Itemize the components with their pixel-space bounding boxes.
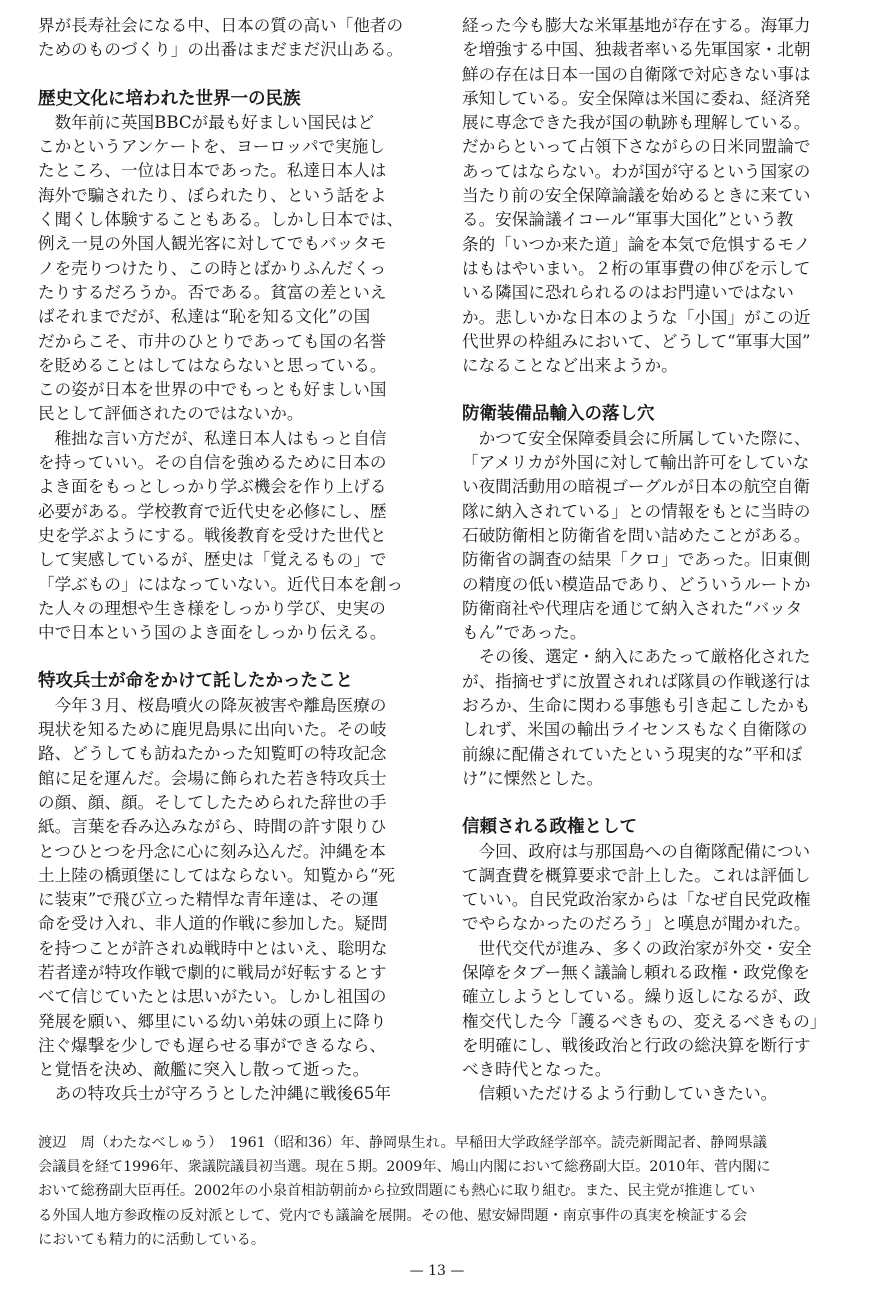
text-line: る。安保論議イコール“軍事大国化”という教 bbox=[462, 210, 794, 230]
section-heading: 歴史文化に培われた世界一の民族 bbox=[38, 88, 301, 109]
text-line: 命を受け入れ、非人道的作戦に参加した。疑問 bbox=[38, 914, 388, 934]
text-line: 紙。言葉を呑み込みながら、時間の許す限りひ bbox=[38, 817, 387, 837]
text-line: 界が長寿社会になる中、日本の質の高い「他者の bbox=[38, 16, 404, 35]
text-line: 海外で騙されたり、ぼられたり、という話をよ bbox=[38, 185, 387, 205]
text-line: を持っていい。その自信を強めるために日本の bbox=[38, 453, 387, 473]
text-line: して実感しているが、歴史は「覚えるもの」で bbox=[38, 550, 387, 570]
text-line: あってはならない。わが国が守るという国家の bbox=[462, 161, 811, 181]
text-line: の精度の低い模造品であり、どういうルートか bbox=[462, 574, 811, 594]
text-line: 確立しようとしている。繰り返しになるが、政 bbox=[462, 987, 811, 1007]
section-heading: 特攻兵士が命をかけて託したかったこと bbox=[38, 671, 353, 692]
text-line: 承知している。安全保障は米国に委ね、経済発 bbox=[462, 88, 811, 108]
text-line: いる隣国に恐れられるのはお門違いではない bbox=[462, 283, 794, 303]
text-line: を明確にし、戦後政治と行政の総決算を断行す bbox=[462, 1035, 811, 1055]
page-number: — 13 — bbox=[409, 1263, 465, 1279]
text-line: 「学ぶもの」にはなっていない。近代日本を創っ bbox=[38, 574, 404, 594]
text-line: 若者達が特攻作戦で劇的に戦局が好転するとす bbox=[38, 962, 387, 982]
bio-first-line: 1961（昭和36）年、静岡県生れ。早稲田大学政経学部卒。読売新聞記者、静岡県議 bbox=[215, 1135, 767, 1151]
text-line: もん”であった。 bbox=[462, 623, 587, 643]
bio-line bbox=[38, 1131, 838, 1155]
text-line: ばそれまでだが、私達は“恥を知る文化”の国 bbox=[38, 307, 371, 327]
text-line: 「アメリカが外国に対して輸出許可をしていな bbox=[462, 453, 810, 473]
text-line: たところ、一位は日本であった。私達日本人は bbox=[38, 161, 387, 181]
text-line: ていい。自民党政治家からは「なぜ自民党政権 bbox=[462, 890, 811, 910]
text-line: 鮮の存在は日本一国の自衛隊で対応きない事は bbox=[462, 64, 811, 84]
text-line: 条的「いつか来た道」論を本気で危惧するモノ bbox=[462, 234, 811, 254]
text-line: あの特攻兵士が守ろうとした沖縄に戦後65年 bbox=[38, 1084, 391, 1104]
left-column bbox=[38, 14, 442, 1107]
text-line: か。悲しいかな日本のような「小国」がこの近 bbox=[462, 307, 811, 327]
text-line: その後、選定・納入にあたって厳格化された bbox=[462, 647, 811, 667]
right-column bbox=[462, 14, 866, 1107]
bio-line: おいて総務副大臣再任。2002年の小泉首相訪朝前から拉致問題にも熱心に取り組む。また、民主党が推進してい bbox=[38, 1183, 756, 1200]
text-line: を持つことが許されぬ戦時中とはいえ、聡明な bbox=[38, 938, 388, 958]
author-bio bbox=[38, 1131, 838, 1252]
bio-line: る外国人地方参政権の反対派として、党内でも議論を展開。その他、慰安婦問題・南京事件の真実を検証する会 bbox=[38, 1207, 748, 1224]
text-line: たりするだろうか。否である。貧富の差といえ bbox=[38, 282, 387, 302]
text-line: と覚悟を決め、敵艦に突入し散って逝った。 bbox=[38, 1060, 370, 1080]
text-line: 稚拙な言い方だが、私達日本人はもっと自信 bbox=[38, 428, 387, 448]
text-line: 防衛商社や代理店を通じて納入された“バッタ bbox=[462, 598, 803, 618]
text-line: べて信じていたとは思いがたい。しかし祖国の bbox=[38, 987, 387, 1007]
text-line: 数年前に英国BBCが最も好ましい国民はど bbox=[38, 112, 375, 132]
text-line: 路、どうしても訪ねたかった知覧町の特攻記念 bbox=[38, 744, 387, 764]
text-line: 例え一見の外国人観光客に対してでもバッタモ bbox=[38, 234, 387, 254]
text-line: 現状を知るために鹿児島県に出向いた。その岐 bbox=[38, 720, 387, 740]
text-line: 前線に配備されていたという現実的な”平和ぼ bbox=[462, 744, 803, 764]
bio-author-name: 渡辺 周（わたなべしゅう） bbox=[38, 1135, 216, 1151]
text-line: べき時代となった。 bbox=[462, 1060, 612, 1080]
text-line: こかというアンケートを、ヨーロッパで実施し bbox=[38, 137, 385, 157]
text-line: 注ぐ爆撃を少しでも遅らせる事ができるなら、 bbox=[38, 1035, 386, 1055]
text-line: よき面をもっとしっかり学ぶ機会を作り上げる bbox=[38, 477, 387, 497]
text-line: 代世界の枠組みにおいて、どうして“軍事大国” bbox=[462, 331, 811, 351]
text-line: 隊に納入されている」との情報をもとに当時の bbox=[462, 501, 811, 521]
text-line: 中で日本という国のよき面をしっかり伝える。 bbox=[38, 623, 387, 643]
text-line: しれず、米国の輸出ライセンスもなく自衛隊の bbox=[462, 720, 808, 740]
text-line: この姿が日本を世界の中でもっとも好ましい国 bbox=[38, 380, 387, 400]
text-line: 信頼いただけるよう行動していきたい。 bbox=[462, 1084, 778, 1104]
text-line: おろか、生命に関わる事態も引き起こしたかも bbox=[462, 696, 811, 716]
text-line: に装束”で飛び立った精悍な青年達は、その運 bbox=[38, 890, 379, 910]
text-line: 今年３月、桜島噴火の降灰被害や離島医療の bbox=[38, 695, 387, 715]
text-line: 土上陸の橋頭堡にしてはならない。知覧から“死 bbox=[38, 865, 395, 885]
text-line: でやらなかったのだろう」と嘆息が聞かれた。 bbox=[462, 914, 811, 934]
text-line: だからこそ、市井のひとりであっても国の名誉 bbox=[38, 331, 386, 351]
text-line: 防衛省の調査の結果「クロ」であった。旧東側 bbox=[462, 550, 811, 570]
bio-line: 会議員を経て1996年、衆議院議員初当選。現在５期。2009年、鳩山内閣において総務副大臣。2010年、菅内閣に bbox=[38, 1159, 771, 1176]
text-line: ためのものづくり」の出番はまだまだ沢山ある。 bbox=[38, 40, 404, 60]
text-line: の顔、顔、顔。そしてしたためられた辞世の手 bbox=[38, 792, 387, 812]
text-line: 世代交代が進み、多くの政治家が外交・安全 bbox=[462, 938, 812, 958]
text-line: 保障をタブー無く議論し頼れる政権・政党像を bbox=[462, 962, 810, 982]
text-line: かつて安全保障委員会に所属していた際に、 bbox=[462, 428, 811, 448]
text-line: 必要がある。学校教育で近代史を必修にし、歴 bbox=[38, 501, 387, 521]
section-heading: 防衛装備品輸入の落し穴 bbox=[462, 404, 655, 425]
text-line: 発展を願い、郷里にいる幼い弟妹の頭上に降り bbox=[38, 1011, 387, 1031]
text-line: を貶めることはしてはならないと思っている。 bbox=[38, 355, 387, 375]
text-line: て調査費を概算要求で計上した。これは評価し bbox=[462, 865, 811, 885]
text-line: になることなど出来ようか。 bbox=[462, 356, 678, 376]
text-line: 石破防衛相と防衛省を問い詰めたことがある。 bbox=[462, 525, 811, 545]
section-heading: 信頼される政権として bbox=[462, 817, 637, 838]
text-line: はもはやいまい。２桁の軍事費の伸びを示して bbox=[462, 258, 811, 278]
text-line: 権交代した今「護るべきもの、変えるべきもの」 bbox=[462, 1011, 827, 1031]
text-line: く聞くし体験することもある。しかし日本では、 bbox=[38, 210, 404, 230]
text-line: が、指摘せずに放置されれば隊員の作戦遂行は bbox=[462, 671, 811, 691]
text-line: 館に足を運んだ。会場に飾られた若き特攻兵士 bbox=[38, 768, 387, 788]
text-line: け”に慄然とした。 bbox=[462, 768, 604, 788]
text-line: 展に専念できた我が国の軌跡も理解している。 bbox=[462, 113, 811, 133]
text-line: ノを売りつけたり、この時とばかりふんだくっ bbox=[38, 258, 387, 278]
text-line: 当たり前の安全保障論議を始めるときに来てい bbox=[462, 186, 811, 206]
text-line: 今回、政府は与那国島への自衛隊配備につい bbox=[462, 841, 811, 861]
bio-line: においても精力的に活動している。 bbox=[38, 1231, 266, 1248]
text-line: 民として評価されたのではないか。 bbox=[38, 404, 304, 424]
text-line: だからといって占領下さながらの日米同盟論で bbox=[462, 137, 811, 157]
text-line: とつひとつを丹念に心に刻み込んだ。沖縄を本 bbox=[38, 841, 386, 861]
text-line: 史を学ぶようにする。戦後教育を受けた世代と bbox=[38, 525, 387, 545]
text-line: を増強する中国、独裁者率いる先軍国家・北朝 bbox=[462, 40, 811, 60]
text-line: 経った今も膨大な米軍基地が存在する。海軍力 bbox=[462, 16, 811, 35]
text-line: い夜間活動用の暗視ゴーグルが日本の航空自衛 bbox=[462, 477, 810, 497]
text-line: た人々の理想や生き様をしっかり学び、史実の bbox=[38, 598, 386, 618]
